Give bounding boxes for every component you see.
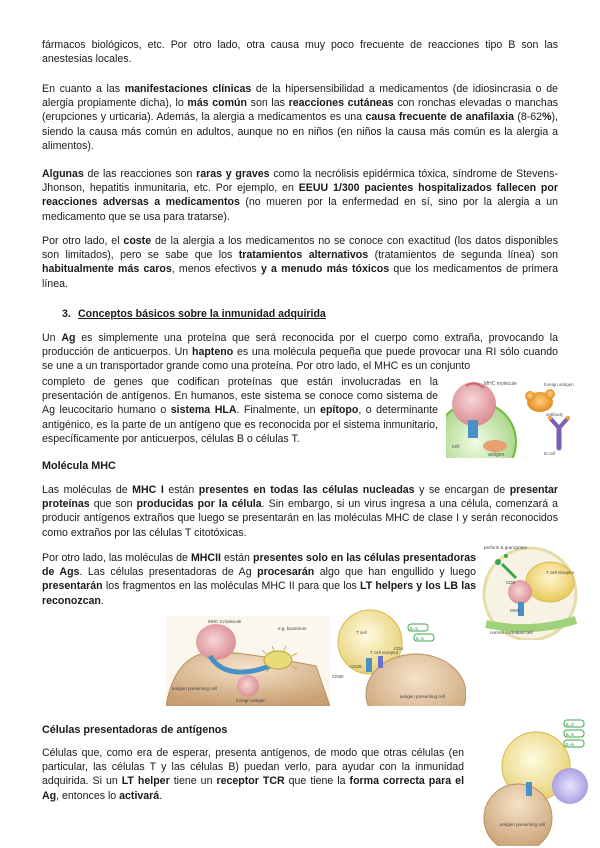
tcell-label: T cell	[356, 630, 367, 635]
antibody-label: antibody	[546, 412, 564, 417]
granzyme-label: perforin & granzymes	[484, 545, 527, 550]
subheading-apc: Células presentadoras de antígenos	[42, 724, 228, 736]
mhc2-label: MHC II molecule	[208, 619, 242, 624]
antigen-label: antigen	[488, 452, 505, 458]
cd28-label: CD28	[350, 664, 362, 669]
cd8-label: CD8	[506, 580, 516, 585]
paragraph-clinical-manifestations: En cuanto a las manifestaciones clínicas de la hipersensibilidad a medicamentos (de idiosincrasia o de alergia propiamente dicha), lo más común son las reacciones cutáneas con ronchas elevadas o manchas (erupciones y urticaria). Además, la alergia a medicamentos es una causa frecuente de anafilaxia (8-62%), siendo la causa más común en adultos, aunque no en niños (en niños la causa más común es la alergia a alimentos).	[42, 83, 559, 152]
paragraph-rare-severe-reactions: Algunas de las reacciones son raras y graves como la necrólisis epidérmica tóxica, síndrome de Stevens-Jhonson, hepatitis inmunitaria, etc. Por ejemplo, en EEUU 1/300 pacientes hospitalizados fallecen por reacciones adversas a medicamentos (no mueren por la enfermedad en sí, sino por la alergia a un medicamento que se usa para tratarse).	[42, 168, 558, 223]
bcell-label: B cell	[544, 451, 556, 456]
paragraph-mhc-hla-epitope: completo de genes que codifican proteínas que están involucradas en la presentación de antígenos. En humanos, este sistema se conoce como sistema de Ag leucocitario humano o sistema HLA. Finalmente, un epítopo, o determinante antigénico, es la parte de un antígeno que es reconocida por el sistema inmunitario, específicamente por anticuerpos, células B o células T.	[42, 376, 438, 445]
paragraph-mhc-class-i: Las moléculas de MHC I están presentes en todas las células nucleadas y se encargan de presentar proteínas que son producidas por la célula. Sin embargo, si un virus ingresa a una célula, comenzará a producir antígenos extraños que luego se presentarán en las moléculas MHC de clase I y serán reconocidos como extraños por las células T citotóxicas.	[42, 484, 559, 539]
paragraph-mhc-class-ii: Por otro lado, las moléculas de MHCII están presentes solo en las células presentadoras de Ags. Las células presentadoras de Ag procesarán algo que han engullido y luego presentarán los fragmentos en las moléculas MHC II para que los LT helpers y los LB las reconozcan.	[42, 552, 477, 607]
paragraph-cost: Por otro lado, el coste de la alergia a los medicamentos no se conoce con exactitud (los datos disponibles son limitados), pero se sabe que los tratamientos alternativos (tratamientos de segunda línea) son habitualmente más caros, menos efectivos y a menudo más tóxicos que los medicamentos de primera línea.	[42, 235, 558, 290]
il-4-label: IL-4	[416, 636, 424, 641]
mhc-label: MHC I	[510, 608, 523, 613]
figure-tcell-mhc1	[480, 544, 580, 640]
paragraph-antigen-definition: Un Ag es simplemente una proteína que será reconocida por el cuerpo como extraña, provocando la producción de anticuerpos. Un hapteno es una molécula pequeña que puede provocar una RI sólo cuando se une a un transportador grande como una proteína. Por otro lado, el MHC es un conjunto	[42, 332, 559, 373]
paragraph-reaction-b-causes: fármacos biológicos, etc. Por otro lado, otra causa muy poco frecuente de reacciones tipo B son las anestesias locales.	[42, 39, 558, 66]
antigen-label: foreign antigen	[236, 698, 266, 703]
figure-apc-bottom	[478, 712, 590, 846]
figure-apc-bacterium	[166, 616, 330, 706]
apc-label: antigen presenting cell	[172, 686, 218, 691]
bacterium-label: e.g. bacterium	[278, 626, 307, 631]
mhc-label: MHC molecule	[484, 381, 517, 387]
cd4-label: CD4	[394, 646, 404, 651]
cell-label: normal nucleated cell	[490, 630, 533, 635]
foreign-antigen-label: foreign antigen	[544, 382, 574, 387]
tcr-label: T cell receptor	[546, 570, 575, 575]
section-heading: 3. Conceptos básicos sobre la inmunidad adquirida	[62, 308, 326, 320]
cell-label: cell	[452, 444, 460, 450]
il-6-label: IL-6	[566, 742, 574, 747]
apc-label: antigen presenting cell	[400, 694, 446, 699]
tcr-label: T cell receptor	[370, 650, 399, 655]
il-2-label: IL-2	[566, 722, 574, 727]
paragraph-apc-definition: Células que, como era de esperar, presenta antígenos, de modo que otras células (en particular, las células T y las células B) puedan verlo, para ayudar con la inmunidad adquirida. Si un LT helper tiene un receptor TCR que tiene la forma correcta para el Ag, entonces lo activará.	[42, 747, 465, 802]
il-2-label: IL-2	[410, 626, 418, 631]
il-4-label: IL-4	[566, 732, 574, 737]
apc-label: antigen presenting cell	[500, 822, 546, 827]
figure-thelper-apc	[330, 606, 466, 706]
figure-mhc-antibody	[446, 376, 576, 458]
subheading-mhc-molecule: Molécula MHC	[42, 460, 116, 472]
cd80-label: CD80	[332, 674, 344, 679]
